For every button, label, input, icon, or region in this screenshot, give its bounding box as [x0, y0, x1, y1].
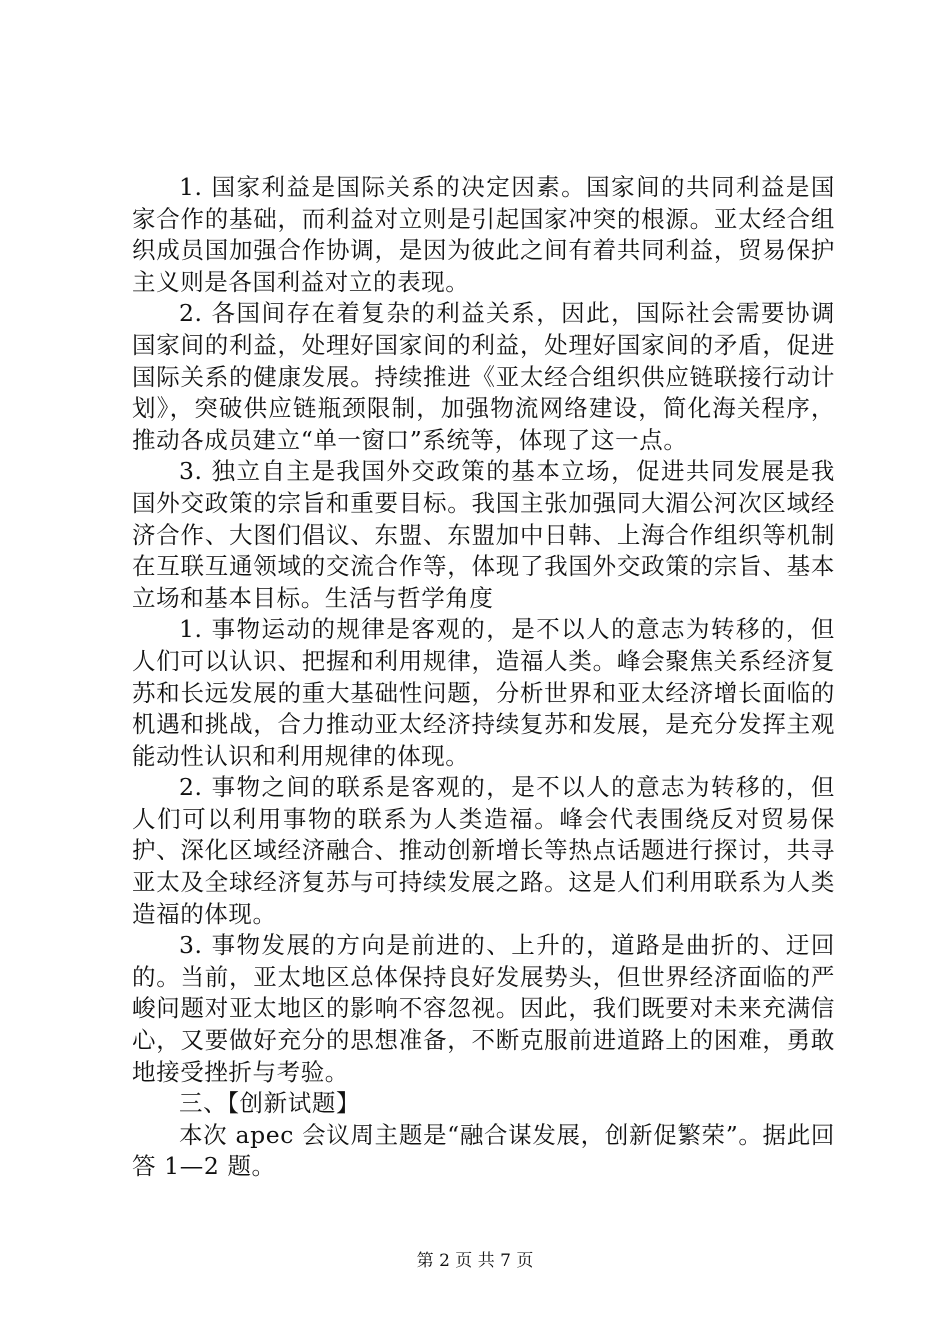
paragraph-2: 2. 各国间存在着复杂的利益关系，因此，国际社会需要协调国家间的利益，处理好国家间的利益，处理好国家间的矛盾，促进国际关系的健康发展。持续推进《亚太经合组织供应链联接行动计划》，突破供应链瓶颈限制，加强物流网络建设，简化海关程序，推动各成员建立“单一窗口”系统等，体现了这一点。 — [132, 299, 835, 454]
paragraph-5: 2. 事物之间的联系是客观的，是不以人的意志为转移的，但人们可以利用事物的联系为人类造福。峰会代表围绕反对贸易保护、深化区域经济融合、推动创新增长等热点话题进行探讨，共寻亚太及全球经济复苏与可持续发展之路。这是人们利用联系为人类造福的体现。 — [132, 773, 835, 928]
section-heading: 三、【创新试题】 — [179, 1089, 361, 1118]
paragraph-7: 本次 apec 会议周主题是“融合谋发展，创新促繁荣”。据此回答 1—2 题。 — [132, 1120, 835, 1181]
document-body — [132, 172, 835, 1183]
page-footer: 第 2 页 共 7 页 — [416, 1251, 534, 1271]
paragraph-3: 3. 独立自主是我国外交政策的基本立场，促进共同发展是我国外交政策的宗旨和重要目标。我国主张加强同大湄公河次区域经济合作、大图们倡议、东盟、东盟加中日韩、上海合作组织等机制在互联互通领域的交流合作等，体现了我国外交政策的宗旨、基本立场和基本目标。生活与哲学角度 — [132, 457, 835, 612]
paragraph-4: 1. 事物运动的规律是客观的，是不以人的意志为转移的，但人们可以认识、把握和利用规律，造福人类。峰会聚焦关系经济复苏和长远发展的重大基础性问题，分析世界和亚太经济增长面临的机遇和挑战，合力推动亚太经济持续复苏和发展，是充分发挥主观能动性认识和利用规律的体现。 — [132, 615, 835, 770]
paragraph-1: 1. 国家利益是国际关系的决定因素。国家间的共同利益是国家合作的基础，而利益对立则是引起国家冲突的根源。亚太经合组织成员国加强合作协调，是因为彼此之间有着共同利益，贸易保护主义则是各国利益对立的表现。 — [132, 173, 835, 296]
paragraph-6: 3. 事物发展的方向是前进的、上升的，道路是曲折的、迂回的。当前，亚太地区总体保持良好发展势头，但世界经济面临的严峻问题对亚太地区的影响不容忽视。因此，我们既要对未来充满信心，又要做好充分的思想准备，不断克服前进道路上的困难，勇敢地接受挫折与考验。 — [132, 931, 835, 1086]
